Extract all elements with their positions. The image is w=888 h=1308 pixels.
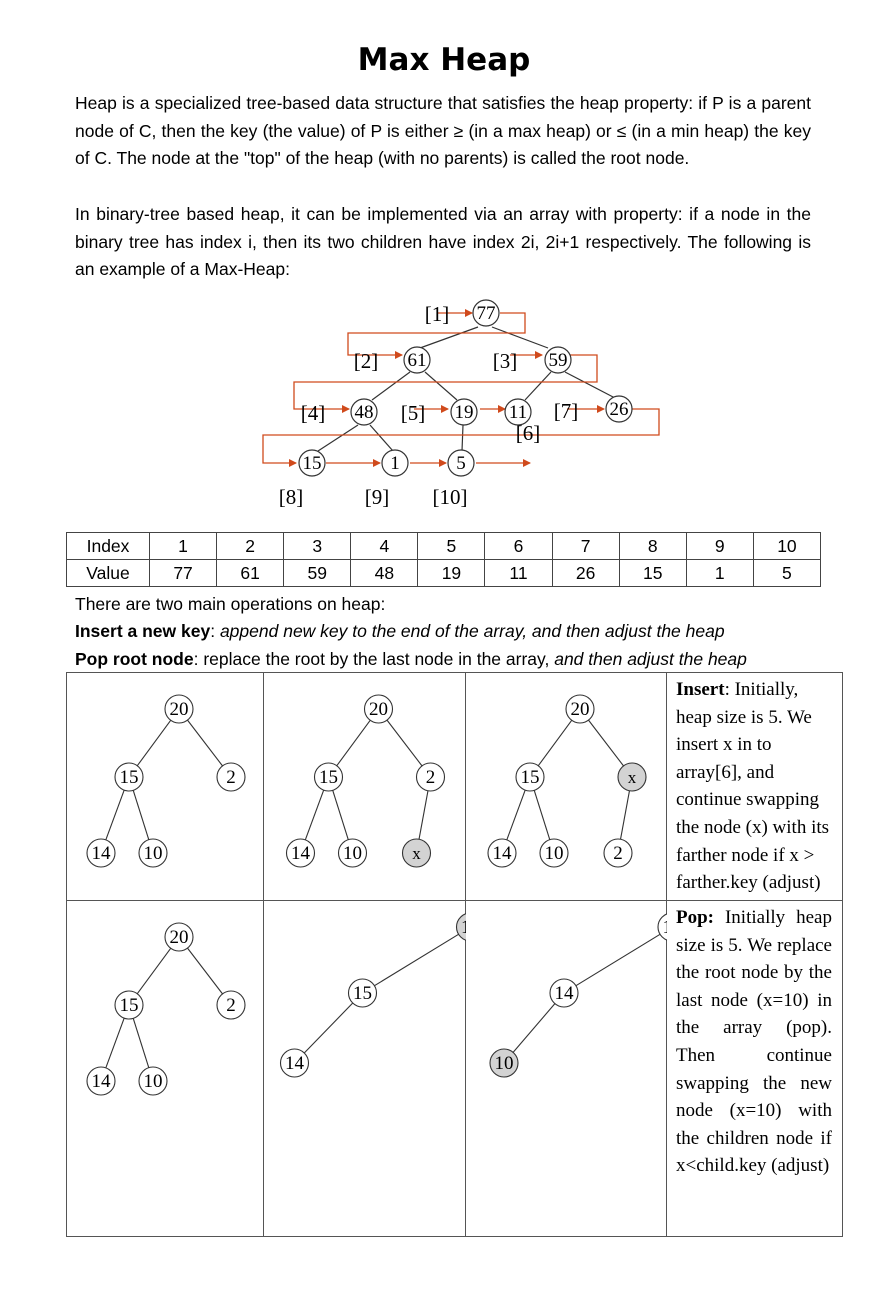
tree-node	[315, 763, 343, 791]
insert-summary-text: append new key to the end of the array, and then adjust the heap	[219, 621, 725, 641]
tree-node	[488, 839, 516, 867]
value-header: Value	[67, 560, 150, 587]
index-cell: 1	[150, 533, 217, 560]
insert-desc-label: Insert	[676, 679, 725, 700]
tree-node-value: 14	[492, 843, 512, 864]
tree-edge	[188, 948, 223, 994]
pop-description	[667, 901, 843, 1237]
insert-step-2	[264, 673, 466, 901]
tree-node-value: 14	[91, 1071, 111, 1092]
tree-edge	[188, 720, 223, 766]
heap-node-value: 1	[390, 453, 400, 474]
tree-node	[115, 763, 143, 791]
tree-node	[403, 839, 431, 867]
tree-node-value: 20	[570, 699, 590, 720]
pop-summary-italic: and then adjust the heap	[554, 649, 747, 669]
index-cell: 8	[619, 533, 686, 560]
index-header: Index	[67, 533, 150, 560]
insert-step-1	[67, 673, 264, 901]
heap-node	[505, 399, 540, 445]
tree-node	[457, 913, 467, 941]
tree-node	[287, 839, 315, 867]
heap-node-index: [1]	[424, 302, 450, 326]
value-cell: 61	[217, 560, 284, 587]
heap-node-index: [4]	[300, 401, 326, 425]
tree-node	[349, 979, 377, 1007]
insert-step-3	[466, 673, 667, 901]
index-cell: 7	[552, 533, 619, 560]
tree-node-value: 15	[353, 983, 372, 1004]
operations-intro: There are two main operations on heap:	[75, 594, 386, 614]
tree-node-value: 10	[343, 843, 362, 864]
heap-node-index: [5]	[400, 401, 426, 425]
index-row	[67, 533, 821, 560]
tree-node-value: 10	[143, 1071, 163, 1092]
pop-summary: Pop root node: replace the root by the last node in the array, and then adjust the heap	[75, 649, 747, 669]
value-cell: 15	[619, 560, 686, 587]
tree-node-value: 10	[544, 843, 564, 864]
page-title: Max Heap	[357, 42, 531, 78]
tree-node-value: 20	[169, 699, 189, 720]
heap-node	[279, 450, 325, 509]
tree-node	[165, 923, 193, 951]
value-cell: 1	[686, 560, 753, 587]
index-cell: 5	[418, 533, 485, 560]
tree-edge	[576, 934, 660, 985]
index-cell: 2	[217, 533, 284, 560]
tree-edge	[137, 720, 170, 765]
heap-node-value: 48	[354, 402, 374, 423]
heap-node	[493, 347, 571, 373]
insert-description	[667, 673, 843, 901]
insert-desc-text: : Initially, heap size is 5. We insert x in to array[6], and continue swapping the node (x) with its farther node if x > farther.key (adjust)	[676, 679, 830, 894]
heap-node-index: [8]	[278, 485, 304, 509]
tree-node	[217, 991, 245, 1019]
value-cell: 77	[150, 560, 217, 587]
index-cell: 3	[284, 533, 351, 560]
tree-node-value: 20	[169, 927, 189, 948]
heap-node-value: 5	[456, 453, 466, 474]
tree-node-value: 15	[119, 767, 139, 788]
max-heap-diagram	[0, 290, 888, 520]
value-cell: 26	[552, 560, 619, 587]
tree-edge	[304, 1003, 352, 1053]
heap-node-index: [9]	[364, 485, 390, 509]
tree-node-value: 15	[520, 767, 540, 788]
index-cell: 10	[753, 533, 820, 560]
tree-node-value: 2	[425, 767, 436, 788]
index-cell: 6	[485, 533, 552, 560]
tree-edge	[305, 790, 323, 840]
value-cell: 11	[485, 560, 552, 587]
value-cell: 5	[753, 560, 820, 587]
tree-node-value: 10	[494, 1053, 514, 1074]
tree-node	[516, 763, 544, 791]
tree-node	[417, 763, 445, 791]
tree-edge	[538, 720, 571, 765]
tree-node-value: 14	[554, 983, 574, 1004]
tree-node-value: 2	[613, 843, 623, 864]
tree-node	[540, 839, 568, 867]
tree-edge	[333, 790, 349, 839]
heap-node-index: [7]	[553, 399, 579, 423]
tree-node	[87, 1067, 115, 1095]
tree-node	[87, 839, 115, 867]
tree-node	[165, 695, 193, 723]
index-cell: 9	[686, 533, 753, 560]
pop-summary-text: replace the root by the last node in the array,	[203, 649, 550, 669]
tree-node-value: 2	[226, 995, 236, 1016]
insert-summary-label: Insert a new key	[75, 621, 211, 641]
pop-step-2	[264, 901, 466, 1237]
tree-edge	[137, 948, 170, 993]
tree-node-value: 15	[319, 767, 338, 788]
heap-node-value: 77	[476, 303, 496, 324]
intro-paragraph-1: Heap is a specialized tree-based data structure that satisfies the heap property: if P is a parent node of C, then the key (the value) of P is either ≥ (in a max heap) or ≤ (in a min heap) the key of C. The node at the "top" of the heap (with no parents) is called the root node.	[75, 93, 811, 169]
tree-node	[604, 839, 632, 867]
heap-node-index: [6]	[515, 421, 541, 445]
tree-node	[139, 839, 167, 867]
tree-node-value: 14	[285, 1053, 304, 1074]
value-row	[67, 560, 821, 587]
value-cell: 19	[418, 560, 485, 587]
tree-node	[139, 1067, 167, 1095]
tree-edge	[513, 1004, 555, 1053]
tree-node-value: x	[412, 844, 421, 863]
tree-node-value: 15	[119, 995, 139, 1016]
tree-node-value	[663, 917, 668, 938]
tree-edge	[589, 720, 624, 766]
tree-edge	[133, 790, 149, 839]
tree-edge	[419, 791, 428, 839]
tree-node	[365, 695, 393, 723]
tree-node	[618, 763, 646, 791]
tree-edge	[374, 934, 458, 985]
pop-step-1	[67, 901, 264, 1237]
tree-edge	[534, 790, 550, 839]
tree-node-value: 20	[369, 699, 388, 720]
tree-node	[115, 991, 143, 1019]
heap-node	[301, 399, 377, 425]
tree-node	[490, 1049, 518, 1077]
tree-edge	[387, 720, 422, 766]
tree-node	[658, 913, 667, 941]
insert-summary: Insert a new key: append new key to the end of the array, and then adjust the heap	[75, 621, 725, 641]
tree-node-value: 14	[291, 843, 310, 864]
tree-edge	[337, 720, 370, 765]
heap-node	[354, 347, 430, 373]
heap-node-value: 15	[302, 453, 322, 474]
pop-row	[67, 901, 843, 1237]
tree-node	[281, 1049, 309, 1077]
heap-node-index: [10]	[432, 485, 468, 509]
heap-array-table	[66, 532, 821, 587]
tree-node	[566, 695, 594, 723]
tree-edge	[621, 791, 630, 839]
value-cell: 48	[351, 560, 418, 587]
tree-node-value: x	[627, 768, 637, 787]
heap-node	[365, 450, 408, 509]
pop-desc-text: Initially heap size is 5. We replace the root node by the last node (x=10) in the array (pop). Then continue swapping the new node (x=10) with the children node if x<child.key (adjust)	[676, 907, 832, 1177]
intro-paragraph-2: In binary-tree based heap, it can be implemented via an array with property: if a node in the binary tree has index i, then its two children have index 2i, 2i+1 respectively. The following is an example of a Max-Heap:	[75, 204, 811, 280]
tree-node	[217, 763, 245, 791]
heap-node	[401, 399, 477, 425]
heap-node-value: 11	[508, 402, 528, 423]
heap-node-value: 26	[609, 399, 629, 420]
insert-row	[67, 673, 843, 901]
operations-table	[66, 672, 843, 1237]
tree-edge	[106, 790, 124, 840]
pop-desc-label: Pop:	[676, 907, 714, 928]
heap-node-index: [3]	[492, 349, 518, 373]
tree-node	[339, 839, 367, 867]
tree-edge	[133, 1018, 149, 1067]
pop-step-3	[466, 901, 667, 1237]
pop-summary-label: Pop root node	[75, 649, 194, 669]
tree-node-value: 2	[226, 767, 236, 788]
index-cell: 4	[351, 533, 418, 560]
tree-edge	[106, 1018, 124, 1068]
tree-node	[550, 979, 578, 1007]
tree-node-value: 1	[461, 917, 466, 938]
heap-node-value: 59	[548, 350, 568, 371]
tree-node-value: 14	[91, 843, 111, 864]
heap-node	[433, 450, 475, 509]
value-cell: 59	[284, 560, 351, 587]
tree-node-value: 10	[143, 843, 163, 864]
tree-edge	[507, 790, 525, 840]
heap-node-index: [2]	[353, 349, 379, 373]
heap-node-value: 19	[454, 402, 474, 423]
heap-node-value: 61	[407, 350, 427, 371]
